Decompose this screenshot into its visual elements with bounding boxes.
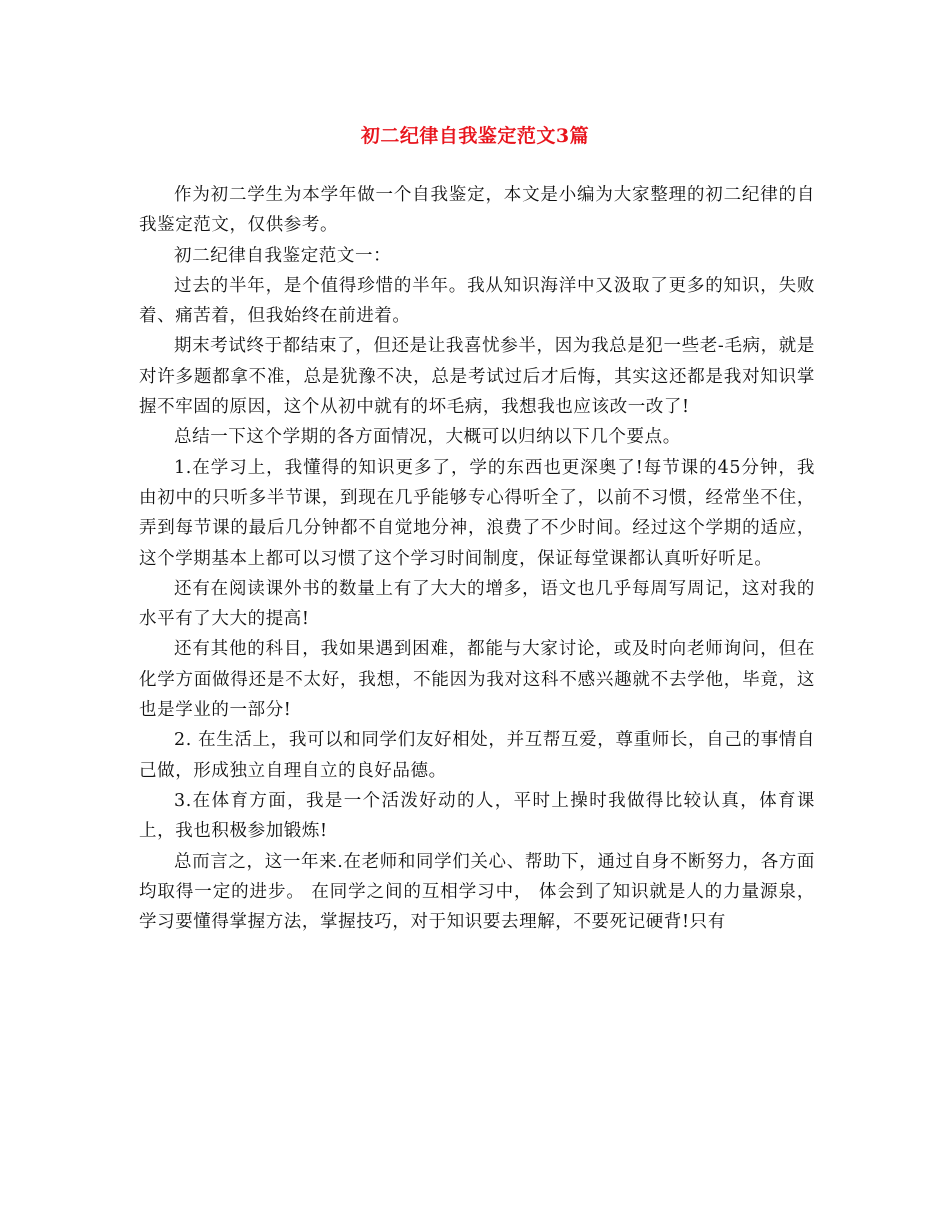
paragraph: 总结一下这个学期的各方面情况，大概可以归纳以下几个要点。	[174, 427, 681, 448]
paragraph-point-1: 1.在学习上，我懂得的知识更多了，学的东西也更深奥了!每节课的45分钟，我由初中的只听多半节课，到现在几乎能够专心得听全了，以前不习惯，经常坐不住，弄到每节课的最后几分钟都不自觉地分神，浪费了不少时间。经过这个学期的适应，这个学期基本上都可以习惯了这个学习时间制度，保证每堂课都认真听好听足。	[139, 457, 815, 569]
paragraph-summary: 总而言之，这一年来.在老师和同学们关心、帮助下，通过自身不断努力，各方面均取得一定的进步。 在同学之间的互相学习中， 体会到了知识就是人的力量源泉，学习要懂得掌握方法，掌握技巧，对于知识要去理解，不要死记硬背!只有	[139, 851, 815, 933]
paragraph-intro: 作为初二学生为本学年做一个自我鉴定，本文是小编为大家整理的初二纪律的自我鉴定范文，仅供参考。	[139, 185, 815, 236]
paragraph: 期末考试终于都结束了，但还是让我喜忧参半，因为我总是犯一些老-毛病，就是对许多题都拿不准，总是犹豫不决，总是考试过后才后悔，其实这还都是我对知识掌握不牢固的原因，这个从初中就有的坏毛病，我想我也应该改一改了!	[139, 336, 815, 418]
paragraph: 还有其他的科目，我如果遇到困难，都能与大家讨论，或及时向老师询问，但在化学方面做得还是不太好，我想，不能因为我对这科不感兴趣就不去学他，毕竟，这也是学业的一部分!	[139, 639, 815, 721]
paragraph-point-2: 2. 在生活上，我可以和同学们友好相处，并互帮互爱，尊重师长，自己的事情自己做，形成独立自理自立的良好品德。	[139, 730, 815, 781]
document-body	[139, 180, 815, 937]
paragraph: 还有在阅读课外书的数量上有了大大的增多，语文也几乎每周写周记，这对我的水平有了大大的提高!	[139, 578, 815, 630]
paragraph-section-heading: 初二纪律自我鉴定范文一：	[174, 245, 392, 266]
document-title: 初二纪律自我鉴定范文3篇	[360, 125, 590, 147]
paragraph-point-3: 3.在体育方面，我是一个活泼好动的人，平时上操时我做得比较认真，体育课上，我也积极参加锻炼!	[139, 790, 815, 842]
paragraph: 过去的半年，是个值得珍惜的半年。我从知识海洋中又汲取了更多的知识，失败着、痛苦着，但我始终在前进着。	[139, 275, 815, 327]
